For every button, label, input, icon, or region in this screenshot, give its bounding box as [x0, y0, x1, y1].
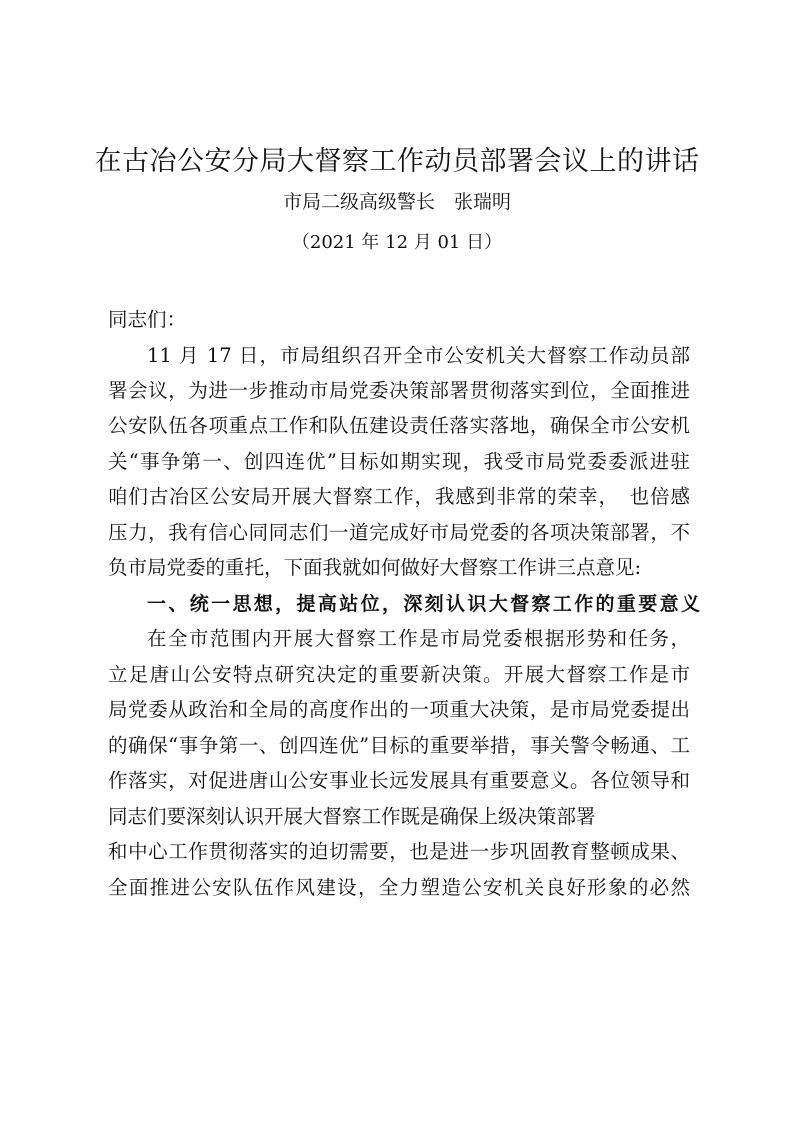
- speaker-line: 市局二级高级警长 张瑞明: [282, 191, 511, 213]
- paragraph-line: 压力，我有信心同同志们一道完成好市局党委的各项决策部署，不: [108, 521, 690, 544]
- paragraph-line: 的确保“事争第一、创四连优”目标的重要举措，事关警令畅通、工: [108, 734, 690, 757]
- paragraph-line: 负市局党委的重托，下面我就如何做好大督察工作讲三点意见:: [108, 556, 642, 579]
- salutation: 同志们：: [108, 308, 187, 331]
- speech-title: 在古冶公安分局大督察工作动员部署会议上的讲话: [94, 146, 700, 177]
- paragraph-line: 关“事争第一、创四连优”目标如期实现，我受市局党委委派进驻: [108, 450, 690, 473]
- paragraph-line: 和中心工作贯彻落实的迫切需要，也是进一步巩固教育整顿成果、: [108, 840, 690, 863]
- paragraph-line: 全面推进公安队伍作风建设，全力塑造公安机关良好形象的必然: [108, 876, 690, 899]
- paragraph-line: 立足唐山公安特点研究决定的重要新决策。开展大督察工作是市: [108, 663, 690, 686]
- paragraph-line: 同志们要深刻认识开展大督察工作既是确保上级决策部署: [108, 805, 596, 828]
- section-heading-1: 一、统一思想，提高站位，深刻认识大督察工作的重要意义: [147, 593, 700, 615]
- paragraph-line: 作落实，对促进唐山公安事业长远发展具有重要意义。各位领导和: [108, 769, 690, 792]
- speech-date: （2021 年 12 月 01 日）: [291, 232, 503, 253]
- paragraph-line: 署会议，为进一步推动市局党委决策部署贯彻落实到位，全面推进: [108, 379, 690, 402]
- paragraph-line: 咱们古冶区公安局开展大督察工作，我感到非常的荣幸， 也倍感: [108, 485, 690, 508]
- paragraph-line: 在全市范围内开展大督察工作是市局党委根据形势和任务，: [147, 627, 690, 650]
- paragraph-line: 11 月 17 日，市局组织召开全市公安机关大督察工作动员部: [147, 344, 690, 367]
- paragraph-line: 公安队伍各项重点工作和队伍建设责任落实落地，确保全市公安机: [108, 414, 690, 437]
- paragraph-line: 局党委从政治和全局的高度作出的一项重大决策，是市局党委提出: [108, 698, 690, 721]
